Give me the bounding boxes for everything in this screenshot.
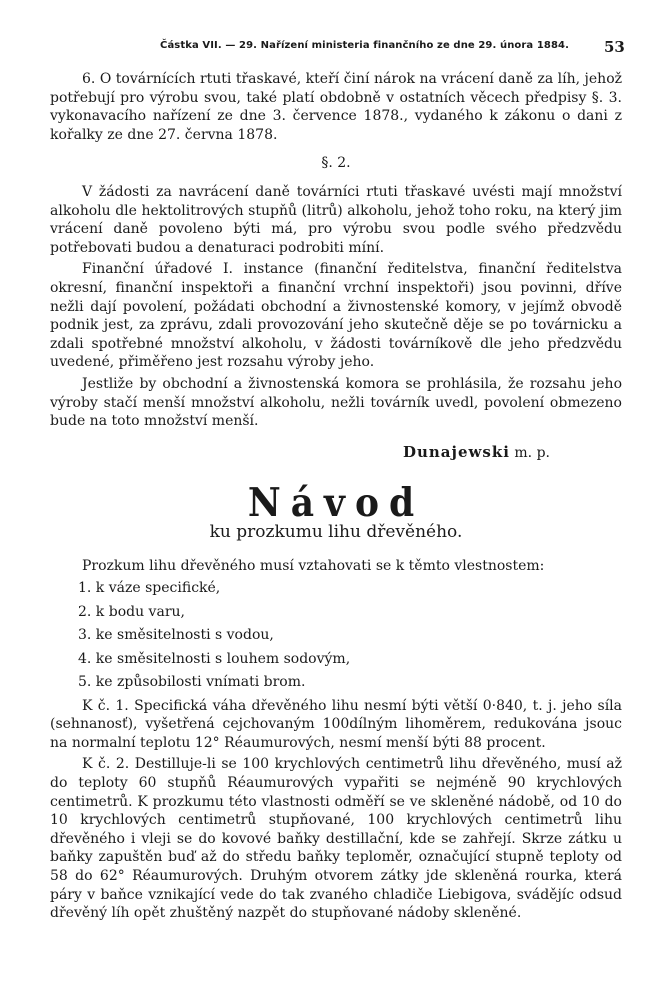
page-number: 53 bbox=[604, 38, 625, 56]
paragraph-k1: K č. 1. Specifická váha dřevěného lihu nesmí býti větší 0·840, t. j. jeho síla (sehnanosť), vyšetřená cejchovaným 100dílným lihoměrem, redukována jsouc na normalní teplotu 12° Réaumurových, nesmí menší býti 88 procent. bbox=[50, 697, 622, 751]
signature-name: Dunajewski bbox=[402, 442, 510, 461]
list-item: 4. ke směsitelnosti s louhem sodovým, bbox=[78, 650, 351, 667]
list-item: 5. ke způsobilosti vnímati brom. bbox=[78, 674, 306, 691]
navod-title: Návod bbox=[247, 480, 425, 527]
page-body bbox=[50, 70, 622, 926]
signature-suffix: m. p. bbox=[509, 444, 550, 461]
paragraph-authorities: Finanční úřadové I. instance (finanční ředitelstva, finanční ředitelstva okresní, finanční inspektoři a finanční vrchní inspektoři) jsou povinni, dříve nežli dají povolení, požádati obchodní a živnostenské komory, v jejímž obvodě podnik jest, za zprávu, zdali provozování jeho skutečně děje se po továrnicku a zdali spotřebné množství alkoholu, v žádosti továrníkově dle jeho předzvědu uvedené, přiměřeno jest rozsahu výroby jeho. bbox=[50, 261, 622, 371]
paragraph-k2: K č. 2. Destilluje-li se 100 krychlových centimetrů lihu dřevěného, musí až do teploty 60 stupňů Réaumurových vypařiti se nejméně 90 krychlových centimetrů. K prozkumu této vlastnosti odměří se ve skleněné nádobě, od 10 do 10 krychlových centimetrů stupňované, 100 krychlových centimetrů lihu dřevěného i vleji se do kovové baňky destillační, kde se zahřejí. Skrze zátku u baňky zapuštěn buď až do středu baňky teploměr, označující stupně teploty od 58 do 62° Réaumurových. Druhým otvorem zátky jde skleněná rourka, která páry v baňce vznikající vede do tak zvaného chladiče Liebigova, svádějíc odsud dřevěný líh opět zhuštěný nazpět do stupňované nádoby skleněné. bbox=[50, 756, 622, 922]
navod-subtitle: ku prozkumu lihu dřevěného. bbox=[209, 521, 463, 542]
list-item: 1. k váze specifické, bbox=[78, 580, 221, 597]
signature bbox=[50, 443, 550, 463]
list-item: 2. k bodu varu, bbox=[78, 603, 185, 620]
list-item: 3. ke směsitelnosti s vodou, bbox=[78, 627, 274, 644]
running-header: Částka VII. — 29. Nařízení ministeria finančního ze dne 29. února 1884. bbox=[160, 40, 569, 51]
paragraph-chamber: Jestliže by obchodní a živnostenská komora se prohlásila, že rozsahu jeho výroby stačí menší množství alkoholu, nežli továrník uvedl, povolení obmezeno bude na toto množství menší. bbox=[50, 375, 622, 430]
paragraph-request: V žádosti za navrácení daně továrníci rtuti třaskavé uvésti mají množství alkoholu dle hektolitrových stupňů (litrů) alkoholu, jehož toho roku, na který jim vrácení daně povoleno býti má, pro výrobu svou podle svého předzvědu potřebovati budou a denaturaci podrobiti míní. bbox=[50, 183, 622, 256]
page-header bbox=[0, 38, 669, 58]
section-heading: §. 2. bbox=[321, 155, 351, 172]
properties-list bbox=[50, 579, 622, 693]
paragraph-6: 6. O továrnících rtuti třaskavé, kteří činí nárok na vrácení daně za líh, jehož potřebují pro výrobu svou, také platí obdobně v ostatních věcech předpisy §. 3. vykonavacího nařízení ze dne 3. července 1878., vydaného k zákonu o dani z kořalky ze dne 27. června 1878. bbox=[50, 71, 622, 143]
navod-intro: Prozkum lihu dřevěného musí vztahovati se k těmto vlestnostem: bbox=[82, 558, 545, 575]
